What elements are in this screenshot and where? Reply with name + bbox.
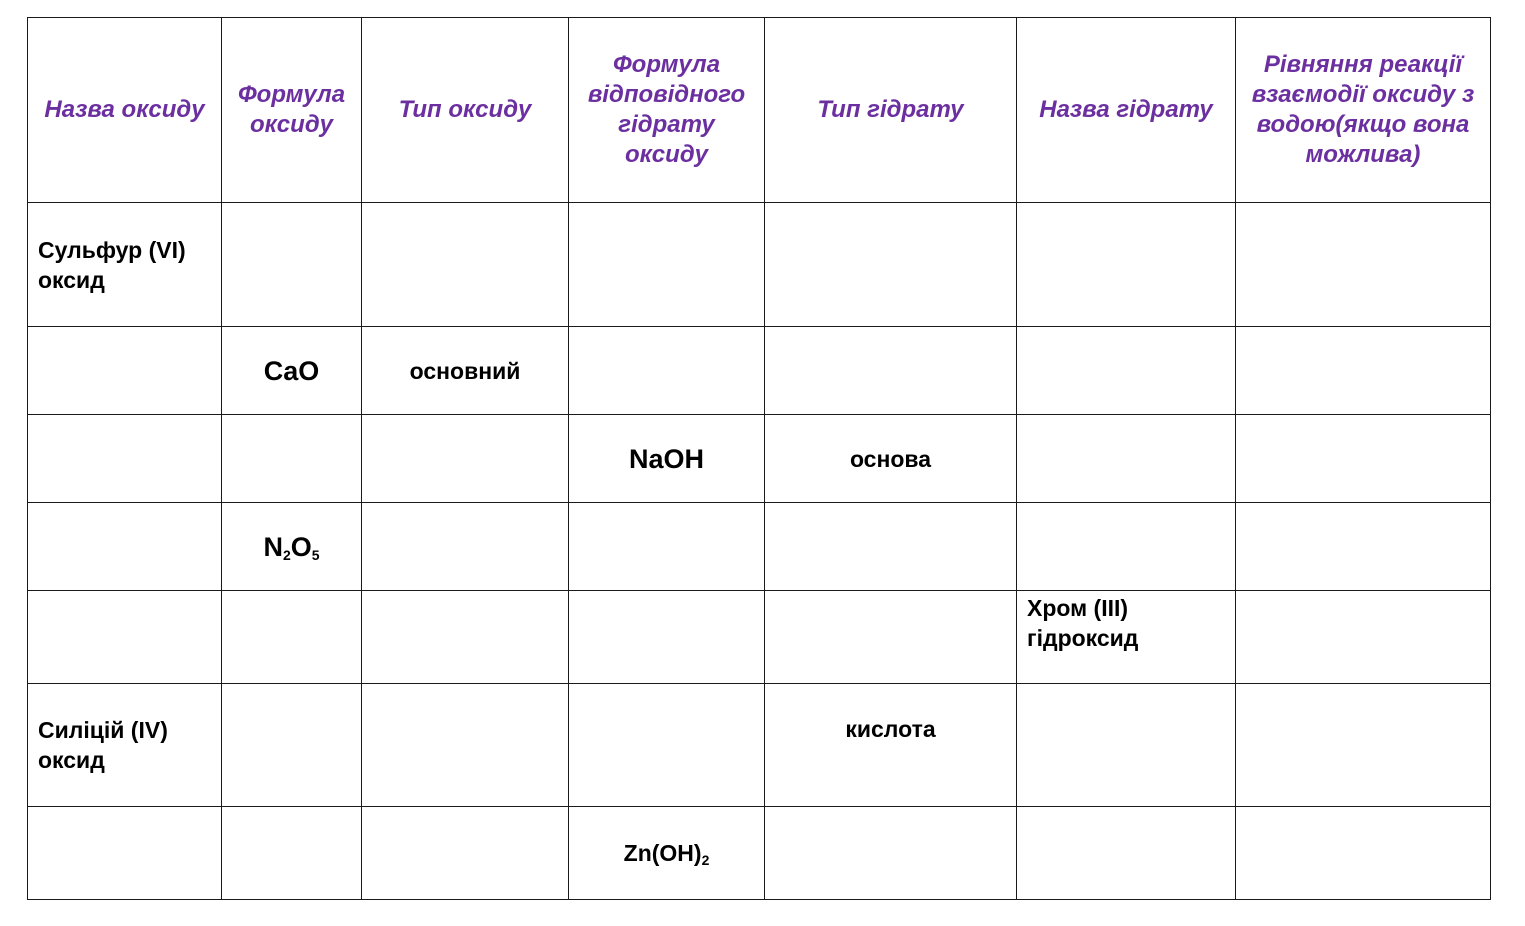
cell-reaction-equation[interactable] (1236, 327, 1491, 415)
cell-hydrate-formula[interactable] (569, 203, 765, 327)
cell-oxide-type[interactable] (362, 807, 569, 900)
cell-reaction-equation[interactable] (1236, 807, 1491, 900)
cell-hydrate-name[interactable] (1017, 415, 1236, 503)
cell-hydrate-formula[interactable] (569, 503, 765, 591)
header-hydrate-type: Тип гідрату (765, 18, 1017, 203)
table-row (28, 203, 1491, 327)
formula-subscript: 2 (282, 546, 291, 563)
cell-reaction-equation[interactable] (1236, 503, 1491, 591)
cell-oxide-name[interactable] (28, 327, 222, 415)
cell-hydrate-name[interactable] (1017, 203, 1236, 327)
cell-oxide-formula[interactable] (222, 591, 362, 684)
cell-hydrate-name[interactable] (1017, 684, 1236, 807)
cell-hydrate-type[interactable] (765, 327, 1017, 415)
cell-hydrate-formula[interactable]: NaOH (569, 415, 765, 503)
cell-oxide-type[interactable] (362, 684, 569, 807)
formula-base: Zn(OH) (623, 840, 702, 866)
cell-hydrate-type[interactable] (765, 203, 1017, 327)
cell-oxide-formula[interactable] (222, 503, 362, 591)
cell-hydrate-name[interactable] (1017, 327, 1236, 415)
cell-hydrate-name[interactable] (1017, 807, 1236, 900)
table-row (28, 503, 1491, 591)
cell-reaction-equation[interactable] (1236, 684, 1491, 807)
cell-hydrate-type[interactable] (765, 807, 1017, 900)
header-oxide-type: Тип оксиду (362, 18, 569, 203)
cell-oxide-type[interactable] (362, 503, 569, 591)
table-row (28, 415, 1491, 503)
oxide-table-sheet (27, 17, 1491, 900)
table-row (28, 591, 1491, 684)
cell-hydrate-type[interactable]: основа (765, 415, 1017, 503)
table-row (28, 807, 1491, 900)
cell-oxide-name[interactable]: Силіцій (IV) оксид (28, 684, 222, 807)
table-row (28, 684, 1491, 807)
formula-subscript: 2 (701, 852, 710, 868)
cell-oxide-name[interactable] (28, 503, 222, 591)
cell-hydrate-type[interactable]: кислота (765, 684, 1017, 807)
formula-element-o: O (290, 531, 312, 562)
header-row (28, 18, 1491, 203)
oxide-table (27, 17, 1491, 900)
cell-oxide-type[interactable] (362, 415, 569, 503)
cell-oxide-formula[interactable]: CaO (222, 327, 362, 415)
cell-reaction-equation[interactable] (1236, 415, 1491, 503)
table-row (28, 327, 1491, 415)
header-oxide-formula: Формула оксиду (222, 18, 362, 203)
cell-oxide-formula[interactable] (222, 684, 362, 807)
cell-hydrate-type[interactable] (765, 591, 1017, 684)
cell-hydrate-formula[interactable] (569, 327, 765, 415)
header-hydrate-name: Назва гідрату (1017, 18, 1236, 203)
header-oxide-name: Назва оксиду (28, 18, 222, 203)
cell-oxide-name[interactable] (28, 591, 222, 684)
cell-oxide-formula[interactable] (222, 415, 362, 503)
cell-hydrate-formula[interactable] (569, 684, 765, 807)
cell-reaction-equation[interactable] (1236, 203, 1491, 327)
cell-oxide-formula[interactable] (222, 807, 362, 900)
formula-element-n: N (263, 531, 283, 562)
cell-hydrate-type[interactable] (765, 503, 1017, 591)
cell-hydrate-name[interactable]: Хром (III) гідроксид (1017, 591, 1236, 684)
cell-oxide-type[interactable] (362, 203, 569, 327)
cell-oxide-type[interactable] (362, 591, 569, 684)
formula-subscript: 5 (311, 546, 320, 563)
cell-oxide-formula[interactable] (222, 203, 362, 327)
cell-oxide-name[interactable] (28, 807, 222, 900)
cell-oxide-name[interactable] (28, 415, 222, 503)
cell-hydrate-name[interactable] (1017, 503, 1236, 591)
cell-oxide-type[interactable]: основний (362, 327, 569, 415)
cell-hydrate-formula[interactable] (569, 807, 765, 900)
cell-hydrate-formula[interactable] (569, 591, 765, 684)
header-hydrate-formula: Формула відповідного гідрату оксиду (569, 18, 765, 203)
cell-oxide-name[interactable]: Сульфур (VI) оксид (28, 203, 222, 327)
header-reaction-equation: Рівняння реакції взаємодії оксиду з водою(якщо вона можлива) (1236, 18, 1491, 203)
cell-reaction-equation[interactable] (1236, 591, 1491, 684)
